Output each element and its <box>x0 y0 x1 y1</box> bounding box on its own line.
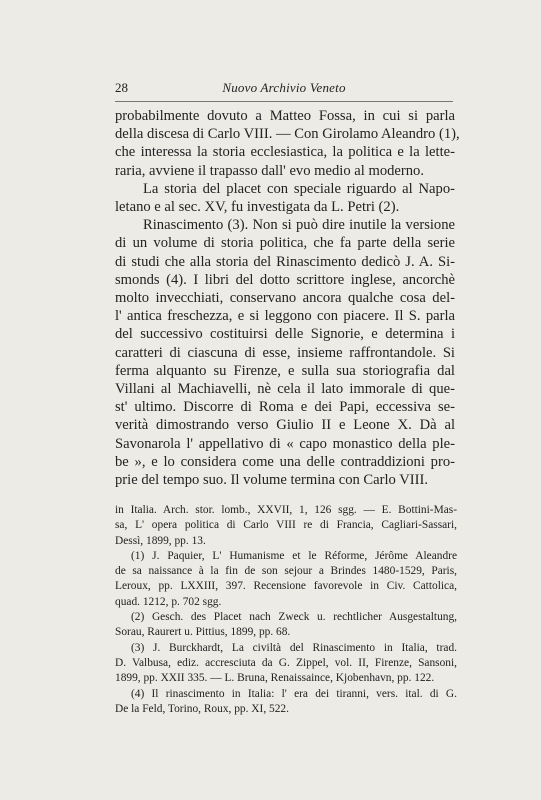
text-line: Rinascimento (3). Non si può dire inutile la versione <box>143 217 455 234</box>
text-line: raria, avviene il trapasso dall' evo medio al moderno. <box>115 162 424 179</box>
footnote-line: de sa naissance à la fin de son sejour a Brindes 1480-1529, Paris, <box>115 565 457 578</box>
text-line: Villani al Machiavelli, nè cela il lato immorale di que- <box>115 381 455 398</box>
header-rule <box>115 101 453 102</box>
footnote-line: (3) J. Burckhardt, La civiltà del Rinascimento in Italia, trad. <box>131 641 457 654</box>
text-line: della discesa di Carlo VIII. — Con Girolamo Aleandro (1), <box>115 126 460 143</box>
footnote-line: (1) J. Paquier, L' Humanisme et le Réforme, Jérôme Aleandre <box>131 549 457 562</box>
text-line: l' antica freschezza, e si leggono con piacere. Il S. parla <box>115 308 455 325</box>
text-line: prie del tempo suo. Il volume termina con Carlo VIII. <box>115 472 429 489</box>
text-line: st' ultimo. Discorre di Roma e dei Papi, eccessiva se- <box>115 399 455 416</box>
footnote-line: (4) Il rinascimento in Italia: l' era dei tiranni, vers. ital. di G. <box>131 687 457 700</box>
text-line: probabilmente dovuto a Matteo Fossa, in cui si parla <box>115 108 455 124</box>
footnote-line: Sorau, Raurert u. Pittius, 1899, pp. 68. <box>115 626 291 639</box>
footnote-line: in Italia. Arch. stor. lomb., XXVII, 1, 126 sgg. — E. Bottini-Mas- <box>115 504 457 516</box>
text-line: molto invecchiati, conservano ancora qualche cosa del- <box>115 290 455 307</box>
footnote-line: Dessì, 1899, pp. 13. <box>115 534 206 547</box>
main-text <box>115 107 460 489</box>
footnote-line: Leroux, pp. LXXIII, 397. Recensione favorevole in Civ. Cattolica, <box>115 580 457 593</box>
page-number: 28 <box>115 80 128 95</box>
page-header <box>115 80 453 100</box>
text-line: che interessa la storia ecclesiastica, la politica e la lette- <box>115 144 455 161</box>
running-title: Nuovo Archivio Veneto <box>222 80 346 95</box>
footnotes <box>115 503 457 717</box>
text-line: del successivo costituirsi delle Signorie, e determina i <box>115 326 455 343</box>
text-line: La storia del placet con speciale riguardo al Napo- <box>143 180 455 197</box>
text-line: ferma alquanto su Firenze, e sulla sua storiografia dal <box>115 362 455 379</box>
footnote-line: De la Feld, Torino, Roux, pp. XI, 522. <box>115 702 289 715</box>
footnote-line: quad. 1212, p. 702 sgg. <box>115 595 222 608</box>
footnote-line: sa, L' opera politica di Carlo VIII re di Francia, Cagliari-Sassari, <box>115 519 457 532</box>
text-line: Savonarola l' appellativo di « capo monastico della ple- <box>115 435 455 452</box>
text-line: smonds (4). I libri del dotto scrittore inglese, ancorchè <box>115 271 455 288</box>
text-line: verità dimostrando verso Giulio II e Leone X. Dà al <box>115 417 455 434</box>
footnote-line: 1899, pp. XXII 335. — L. Bruna, Renaissaince, Kjobenhavn, pp. 122. <box>115 672 435 685</box>
footnote-line: (2) Gesch. des Placet nach Zweck u. rechtlicher Ausgestaltung, <box>131 611 457 624</box>
footnote-line: D. Valbusa, ediz. accresciuta da G. Zippel, vol. II, Firenze, Sansoni, <box>115 656 457 669</box>
text-line: caratteri di ciascuna di esse, insieme raffrontandole. Si <box>115 344 455 361</box>
text-line: letano e al sec. XV, fu investigata da L. Petri (2). <box>115 199 400 216</box>
text-line: di studi che alla storia del Rinascimento dedicò J. A. Si- <box>115 253 455 270</box>
text-line: di un volume di storia politica, che fa parte della serie <box>115 235 455 252</box>
text-line: be », e lo considera come una delle contraddizioni pro- <box>115 453 455 470</box>
